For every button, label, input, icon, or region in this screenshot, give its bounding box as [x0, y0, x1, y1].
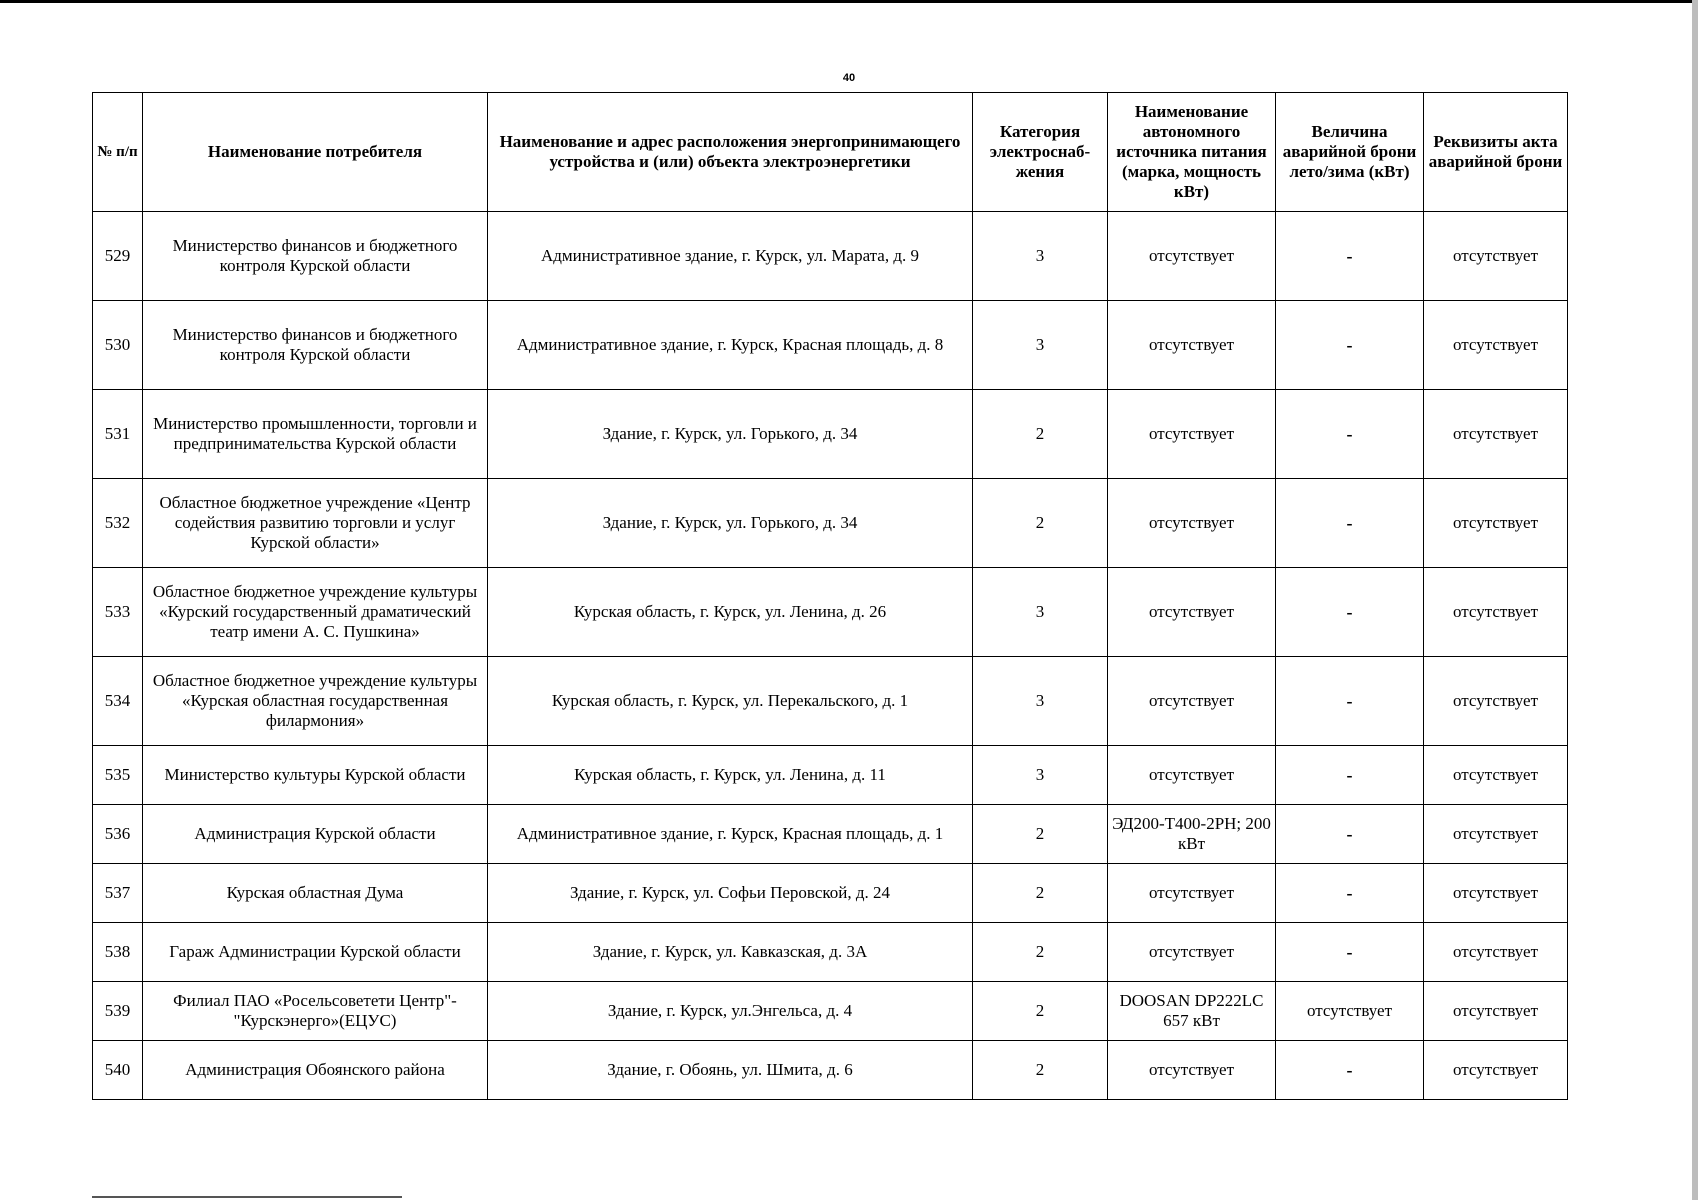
cell-reserve: -	[1276, 390, 1424, 479]
cell-reserve: отсутствует	[1276, 982, 1424, 1041]
cell-act: отсутствует	[1424, 923, 1568, 982]
cell-power-source: отсутствует	[1108, 864, 1276, 923]
cell-power-source: отсутствует	[1108, 212, 1276, 301]
cell-address: Здание, г. Курск, ул. Кавказская, д. 3А	[488, 923, 973, 982]
cell-reserve: -	[1276, 301, 1424, 390]
cell-act: отсутствует	[1424, 568, 1568, 657]
table-row	[93, 479, 1568, 568]
cell-category: 2	[973, 479, 1108, 568]
cell-reserve: -	[1276, 746, 1424, 805]
emergency-reserve-table	[92, 92, 1568, 1100]
table-row	[93, 568, 1568, 657]
cell-address: Курская область, г. Курск, ул. Ленина, д. 26	[488, 568, 973, 657]
header-power-source: Наименование автономного источника питания (марка, мощность кВт)	[1108, 93, 1276, 212]
cell-address: Курская область, г. Курск, ул. Перекальского, д. 1	[488, 657, 973, 746]
cell-consumer: Областное бюджетное учреждение культуры «Курская областная государственная филармония»	[143, 657, 488, 746]
cell-power-source: отсутствует	[1108, 923, 1276, 982]
table-row	[93, 805, 1568, 864]
cell-number: 538	[93, 923, 143, 982]
cell-address: Здание, г. Курск, ул. Софьи Перовской, д. 24	[488, 864, 973, 923]
cell-category: 2	[973, 923, 1108, 982]
header-address: Наименование и адрес расположения энергопринимающего устройства и (или) объекта электроэнергетики	[488, 93, 973, 212]
table-row	[93, 982, 1568, 1041]
cell-address: Здание, г. Курск, ул. Горького, д. 34	[488, 390, 973, 479]
cell-consumer: Администрация Обоянского района	[143, 1041, 488, 1100]
cell-address: Административное здание, г. Курск, ул. Марата, д. 9	[488, 212, 973, 301]
table-row	[93, 923, 1568, 982]
cell-category: 3	[973, 301, 1108, 390]
cell-act: отсутствует	[1424, 301, 1568, 390]
cell-reserve: -	[1276, 479, 1424, 568]
cell-act: отсутствует	[1424, 1041, 1568, 1100]
cell-reserve: -	[1276, 212, 1424, 301]
cell-act: отсутствует	[1424, 864, 1568, 923]
cell-number: 533	[93, 568, 143, 657]
cell-category: 2	[973, 805, 1108, 864]
cell-consumer: Министерство финансов и бюджетного контроля Курской области	[143, 301, 488, 390]
cell-power-source: отсутствует	[1108, 746, 1276, 805]
cell-category: 3	[973, 746, 1108, 805]
table-header-row	[93, 93, 1568, 212]
cell-address: Здание, г. Курск, ул. Горького, д. 34	[488, 479, 973, 568]
scan-bottom-mark	[92, 1196, 402, 1198]
scan-right-edge	[1692, 0, 1698, 1200]
header-consumer: Наименование потребителя	[143, 93, 488, 212]
cell-act: отсутствует	[1424, 746, 1568, 805]
cell-number: 529	[93, 212, 143, 301]
cell-act: отсутствует	[1424, 390, 1568, 479]
cell-category: 3	[973, 212, 1108, 301]
cell-consumer: Областное бюджетное учреждение культуры «Курский государственный драматический театр имени А. С. Пушкина»	[143, 568, 488, 657]
cell-address: Здание, г. Курск, ул.Энгельса, д. 4	[488, 982, 973, 1041]
cell-reserve: -	[1276, 923, 1424, 982]
cell-category: 3	[973, 568, 1108, 657]
header-number: № п/п	[93, 93, 143, 212]
cell-power-source: отсутствует	[1108, 479, 1276, 568]
cell-address: Административное здание, г. Курск, Красная площадь, д. 8	[488, 301, 973, 390]
page-number: 40	[842, 72, 856, 84]
cell-act: отсутствует	[1424, 212, 1568, 301]
cell-power-source: отсутствует	[1108, 657, 1276, 746]
cell-consumer: Курская областная Дума	[143, 864, 488, 923]
cell-consumer: Филиал ПАО «Росельсоветети Центр"-"Курскэнерго»(ЕЦУС)	[143, 982, 488, 1041]
cell-number: 537	[93, 864, 143, 923]
cell-power-source: отсутствует	[1108, 390, 1276, 479]
cell-category: 2	[973, 1041, 1108, 1100]
cell-reserve: -	[1276, 657, 1424, 746]
cell-power-source: ЭД200-Т400-2РН; 200 кВт	[1108, 805, 1276, 864]
cell-reserve: -	[1276, 864, 1424, 923]
cell-act: отсутствует	[1424, 657, 1568, 746]
table-row	[93, 212, 1568, 301]
header-act: Реквизиты акта аварийной брони	[1424, 93, 1568, 212]
cell-consumer: Областное бюджетное учреждение «Центр содействия развитию торговли и услуг Курской области»	[143, 479, 488, 568]
cell-consumer: Министерство финансов и бюджетного контроля Курской области	[143, 212, 488, 301]
header-category: Категория электроснаб-жения	[973, 93, 1108, 212]
table-row	[93, 864, 1568, 923]
cell-number: 530	[93, 301, 143, 390]
cell-power-source: DOOSAN DP222LC 657 кВт	[1108, 982, 1276, 1041]
cell-number: 535	[93, 746, 143, 805]
header-reserve: Величина аварийной брони лето/зима (кВт)	[1276, 93, 1424, 212]
table-row	[93, 657, 1568, 746]
cell-power-source: отсутствует	[1108, 568, 1276, 657]
cell-consumer: Министерство промышленности, торговли и предпринимательства Курской области	[143, 390, 488, 479]
cell-number: 531	[93, 390, 143, 479]
cell-act: отсутствует	[1424, 805, 1568, 864]
cell-number: 536	[93, 805, 143, 864]
cell-power-source: отсутствует	[1108, 1041, 1276, 1100]
cell-act: отсутствует	[1424, 982, 1568, 1041]
table-row	[93, 390, 1568, 479]
cell-category: 2	[973, 390, 1108, 479]
cell-reserve: -	[1276, 568, 1424, 657]
cell-number: 539	[93, 982, 143, 1041]
table-row	[93, 1041, 1568, 1100]
scan-top-border	[0, 0, 1698, 3]
cell-consumer: Администрация Курской области	[143, 805, 488, 864]
cell-category: 2	[973, 982, 1108, 1041]
cell-reserve: -	[1276, 1041, 1424, 1100]
cell-reserve: -	[1276, 805, 1424, 864]
cell-number: 540	[93, 1041, 143, 1100]
cell-category: 3	[973, 657, 1108, 746]
cell-address: Административное здание, г. Курск, Красная площадь, д. 1	[488, 805, 973, 864]
cell-number: 532	[93, 479, 143, 568]
cell-consumer: Министерство культуры Курской области	[143, 746, 488, 805]
cell-address: Курская область, г. Курск, ул. Ленина, д. 11	[488, 746, 973, 805]
cell-address: Здание, г. Обоянь, ул. Шмита, д. 6	[488, 1041, 973, 1100]
cell-number: 534	[93, 657, 143, 746]
cell-consumer: Гараж Администрации Курской области	[143, 923, 488, 982]
table-row	[93, 301, 1568, 390]
table-row	[93, 746, 1568, 805]
cell-category: 2	[973, 864, 1108, 923]
cell-power-source: отсутствует	[1108, 301, 1276, 390]
cell-act: отсутствует	[1424, 479, 1568, 568]
